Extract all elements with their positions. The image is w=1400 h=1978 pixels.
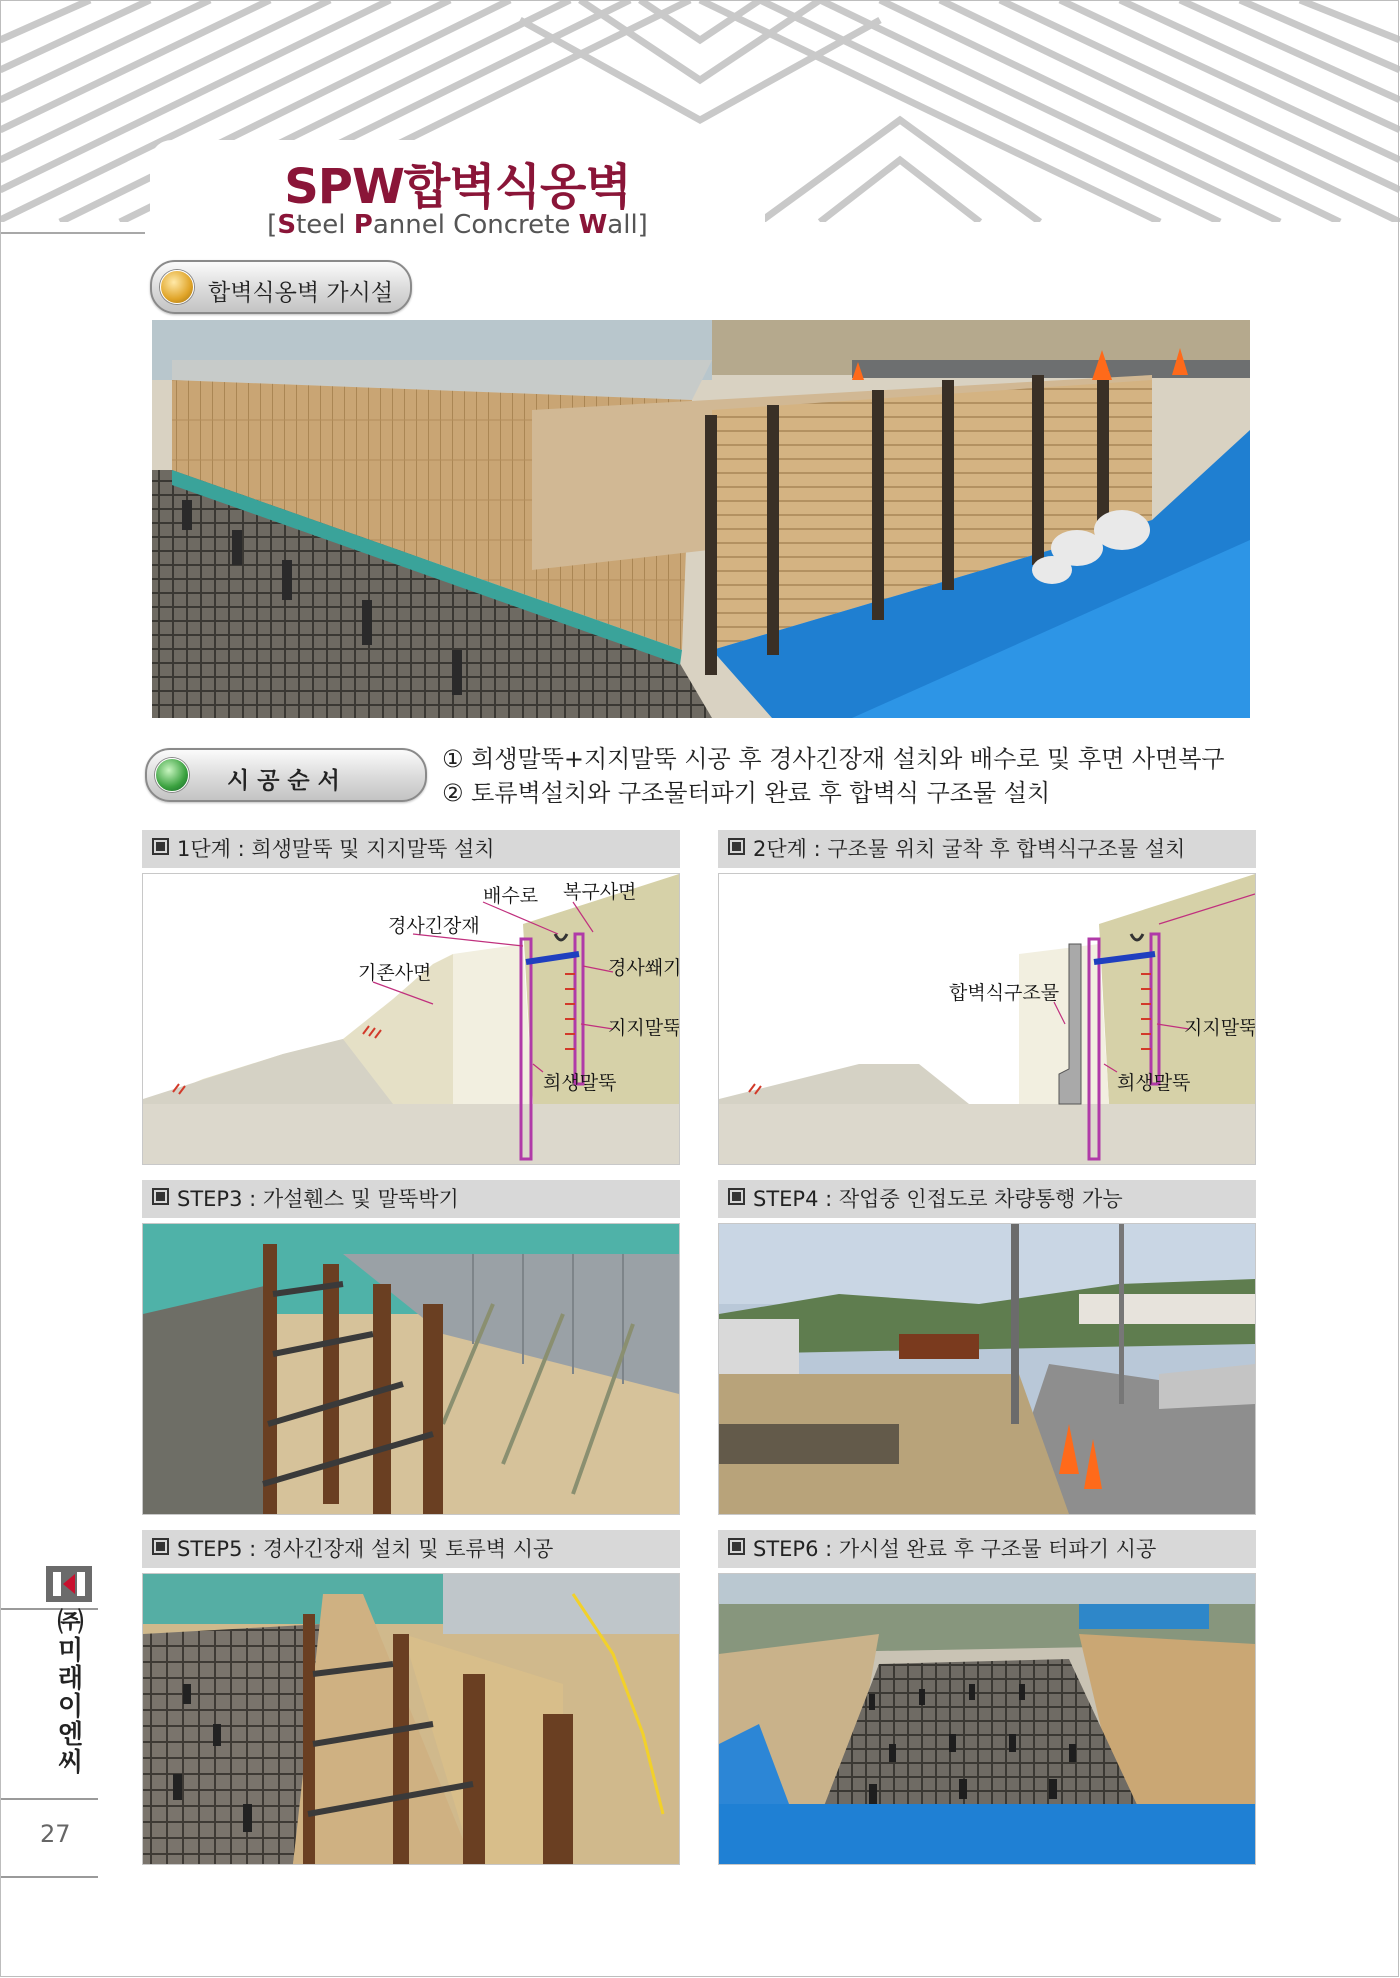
label-support: 지지말뚝 xyxy=(608,1017,679,1039)
panel6-title: STEP6 : 가시설 완료 후 구조물 터파기 시공 xyxy=(753,1537,1157,1561)
square-bullet-icon xyxy=(728,838,745,855)
panel1-title: 1단계 : 희생말뚝 및 지지말뚝 설치 xyxy=(177,837,495,861)
step6-photo xyxy=(719,1574,1255,1864)
label-sacrificial: 희생말뚝 xyxy=(1117,1072,1191,1094)
sc-emblem-icon xyxy=(155,758,189,792)
page-subtitle: [Steel Pannel Concrete Wall] xyxy=(267,210,648,240)
section-temporary-pill xyxy=(150,260,412,314)
label-structure: 합벽식구조물 xyxy=(949,982,1060,1004)
square-bullet-icon xyxy=(152,1188,169,1205)
step-item: ② 토류벽설치와 구조물터파기 완료 후 합벽식 구조물 설치 xyxy=(442,779,1051,807)
company-name: ㈜미래이엔씨 xyxy=(53,1608,83,1776)
label-restore: 복구사면 xyxy=(563,881,637,903)
step-item: ① 희생말뚝+지지말뚝 시공 후 경사긴장재 설치와 배수로 및 후면 사면복구 xyxy=(442,745,1225,773)
label-tendon: 경사긴장재 xyxy=(388,915,480,937)
panel1-diagram-frame xyxy=(142,873,680,1165)
panel5-photo-frame xyxy=(142,1573,680,1865)
step5-photo xyxy=(143,1574,679,1864)
company-logo-icon xyxy=(46,1566,92,1602)
construction-steps xyxy=(442,742,1225,810)
main-site-photo xyxy=(152,320,1250,718)
label-existing: 기존사면 xyxy=(358,962,432,984)
step3-photo xyxy=(143,1224,679,1514)
sidebar-rule xyxy=(0,1876,98,1878)
panel2-title: 2단계 : 구조물 위치 굴착 후 합벽식구조물 설치 xyxy=(753,837,1186,861)
panel2-diagram-frame xyxy=(718,873,1256,1165)
panel3-title: STEP3 : 가설휀스 및 말뚝박기 xyxy=(177,1187,459,1211)
panel3-photo-frame xyxy=(142,1223,680,1515)
section-temporary-label: 합벽식옹벽 가시설 xyxy=(208,280,394,306)
section-order-pill xyxy=(145,748,427,802)
section-order-label: 시공순서 xyxy=(227,768,348,794)
panel1-diagram xyxy=(143,874,679,1164)
panel6-photo-frame xyxy=(718,1573,1256,1865)
square-bullet-icon xyxy=(728,1188,745,1205)
page-title: SPW합벽식옹벽 xyxy=(284,159,631,215)
panel5-title: STEP5 : 경사긴장재 설치 및 토류벽 시공 xyxy=(177,1537,554,1561)
label-drain: 배수로 xyxy=(483,885,539,907)
label-sacrificial: 희생말뚝 xyxy=(543,1072,617,1094)
panel3-title-bar xyxy=(142,1180,680,1218)
panel5-title-bar xyxy=(142,1530,680,1568)
step4-photo xyxy=(719,1224,1255,1514)
square-bullet-icon xyxy=(152,838,169,855)
company-emblem-icon xyxy=(160,270,194,304)
square-bullet-icon xyxy=(152,1538,169,1555)
panel1-title-bar xyxy=(142,830,680,868)
panel4-title-bar xyxy=(718,1180,1256,1218)
page-number: 27 xyxy=(40,1820,71,1848)
header-rule xyxy=(0,232,145,234)
label-wedge: 경사쐐기 xyxy=(608,957,679,979)
panel4-title: STEP4 : 작업중 인접도로 차량통행 가능 xyxy=(753,1187,1123,1211)
label-support: 지지말뚝 xyxy=(1184,1017,1255,1039)
panel2-diagram xyxy=(719,874,1255,1164)
panel2-title-bar xyxy=(718,830,1256,868)
sidebar-rule xyxy=(0,1798,98,1800)
square-bullet-icon xyxy=(728,1538,745,1555)
panel6-title-bar xyxy=(718,1530,1256,1568)
panel4-photo-frame xyxy=(718,1223,1256,1515)
